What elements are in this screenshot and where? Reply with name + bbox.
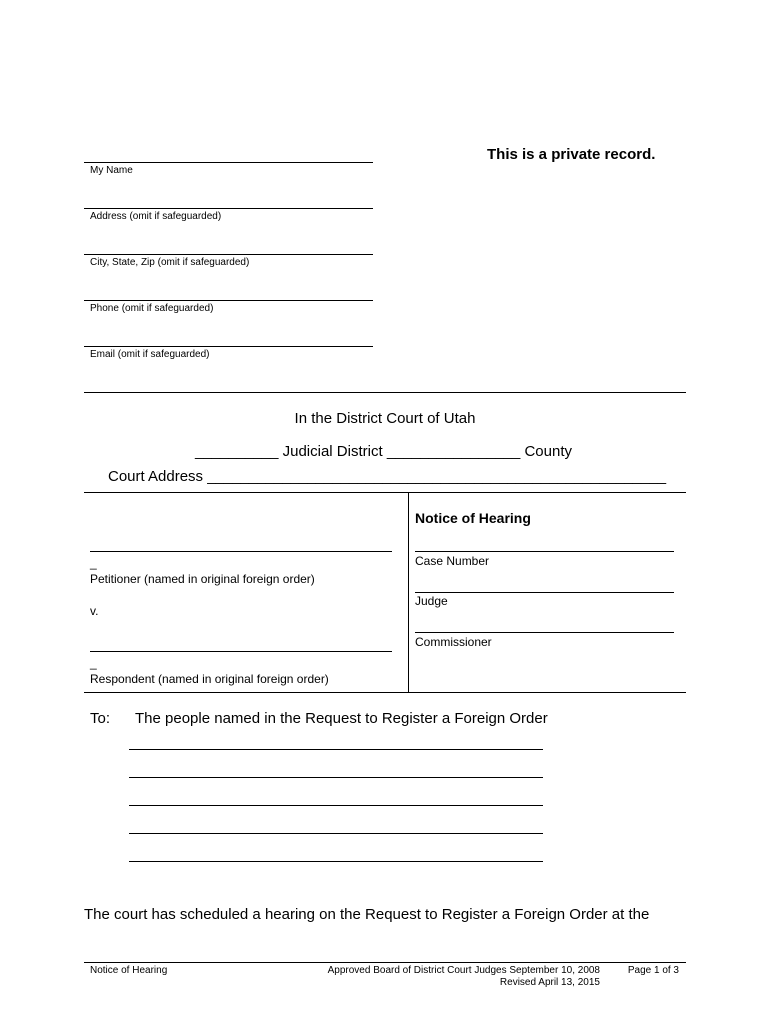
name-field-label: My Name [90, 165, 133, 176]
city-state-zip-field-label: City, State, Zip (omit if safeguarded) [90, 257, 250, 268]
recipient-line[interactable] [129, 833, 543, 834]
scheduled-hearing-text: The court has scheduled a hearing on the Request to Register a Foreign Order at the [84, 906, 650, 923]
footer-form-name: Notice of Hearing [90, 965, 168, 976]
case-number-input-line[interactable] [415, 551, 674, 552]
petitioner-label: Petitioner (named in original foreign order) [90, 572, 315, 586]
footer-page-number: Page 1 of 3 [627, 965, 679, 976]
judge-input-line[interactable] [415, 592, 674, 593]
court-title: In the District Court of Utah [294, 410, 476, 427]
recipient-line[interactable] [129, 777, 543, 778]
district-blank[interactable]: __________ [195, 443, 279, 460]
address-field-label: Address (omit if safeguarded) [90, 211, 222, 222]
to-text: The people named in the Request to Register a Foreign Order [135, 710, 548, 727]
footer-revised: Revised April 13, 2015 [499, 977, 600, 988]
county-blank[interactable]: ________________ [386, 443, 521, 460]
respondent-mark: _ [90, 656, 97, 670]
phone-input-line[interactable] [84, 300, 373, 301]
phone-field-label: Phone (omit if safeguarded) [90, 303, 214, 314]
email-field-label: Email (omit if safeguarded) [90, 349, 210, 360]
petitioner-mark: _ [90, 556, 97, 570]
recipient-line[interactable] [129, 749, 543, 750]
private-record-notice: This is a private record. [487, 146, 656, 163]
caption-divider [408, 492, 409, 692]
email-input-line[interactable] [84, 346, 373, 347]
recipient-line[interactable] [129, 805, 543, 806]
city-state-zip-input-line[interactable] [84, 254, 373, 255]
district-label: Judicial District [282, 443, 383, 460]
footer-divider [84, 962, 686, 963]
respondent-input-line[interactable] [90, 651, 392, 652]
footer-approved: Approved Board of District Court Judges September 10, 2008 [327, 965, 600, 976]
petitioner-input-line[interactable] [90, 551, 392, 552]
commissioner-label: Commissioner [415, 635, 492, 649]
commissioner-input-line[interactable] [415, 632, 674, 633]
respondent-label: Respondent (named in original foreign order) [90, 672, 329, 686]
name-input-line[interactable] [84, 162, 373, 163]
court-address-label: Court Address [108, 468, 204, 485]
court-address-row [108, 468, 666, 485]
to-label: To: [90, 710, 111, 727]
header-divider [84, 392, 686, 393]
judicial-district-row [195, 443, 572, 460]
judge-label: Judge [415, 594, 448, 608]
caption-top-border [84, 492, 686, 493]
versus-text: v. [90, 604, 99, 618]
caption-bottom-border [84, 692, 686, 693]
county-label: County [524, 443, 572, 460]
recipient-line[interactable] [129, 861, 543, 862]
case-number-label: Case Number [415, 554, 490, 568]
document-title: Notice of Hearing [415, 510, 531, 526]
address-input-line[interactable] [84, 208, 373, 209]
court-address-blank[interactable]: _______________________________________________________ [207, 468, 667, 485]
